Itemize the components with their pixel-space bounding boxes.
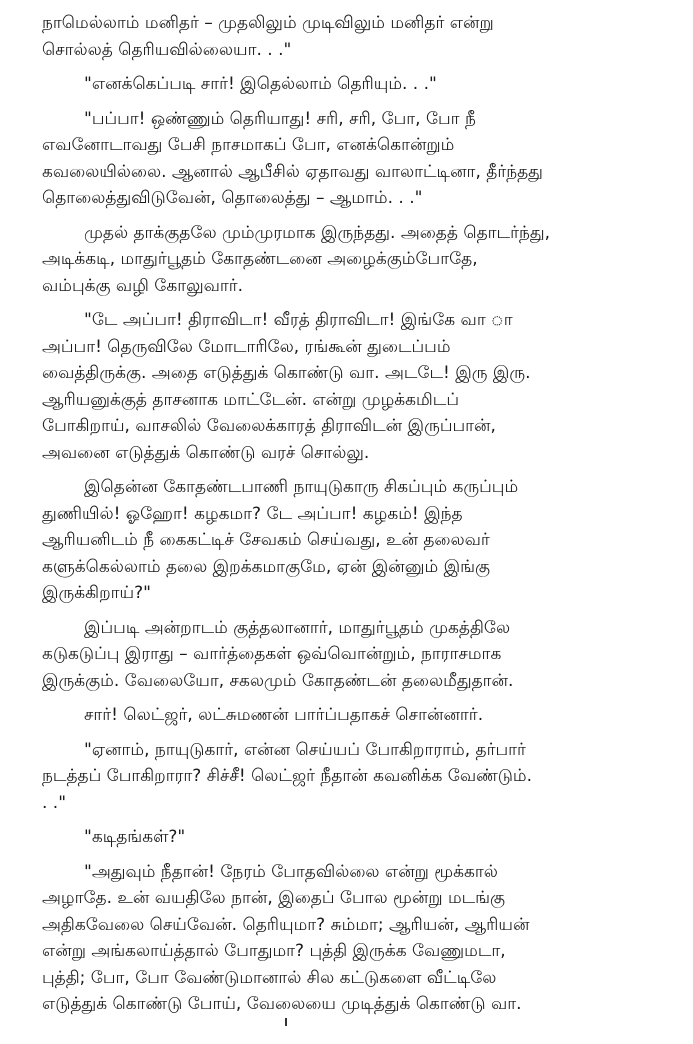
text-line: "கடிதங்கள்?" <box>84 827 186 847</box>
text-line: இப்படி அன்றாடம் குத்தலானார், மாதுர்பூதம் முகத்திலே <box>84 617 511 638</box>
text-line: களுக்கெல்லாம் தலை இறக்கமாகுமே, ஏன் இன்னும் இங்கு <box>42 556 491 577</box>
text-line: ஆரியனுக்குத் தாசனாக மாட்டேன். என்று முழக்கமிடப் <box>42 389 459 410</box>
paragraph <box>42 220 675 300</box>
text-line: "ஏனாம், நாயுடுகார், என்ன செய்யப் போகிறாராம், தர்பார் <box>84 739 526 760</box>
text-line: இருக்கும். வேலையோ, சகலமும் கோதண்டன் தலைமீதுதான். <box>42 670 514 691</box>
text-line: இதென்ன கோதண்டபாணி நாயுடுகாரு சிகப்பும் கருப்பும் <box>84 477 519 497</box>
text-line: வைத்திருக்கு. அதை எடுத்துக் கொண்டு வா. அடடே! இரு இரு. <box>42 363 531 383</box>
text-line: எவனோடாவது பேசி நாசமாகப் போ, எனக்கொன்றும் <box>42 135 455 155</box>
scan-mark <box>285 1018 287 1026</box>
paragraph <box>42 474 675 607</box>
text-line: வம்புக்கு வழி கோலுவார். <box>42 275 244 296</box>
text-line: கடுகடுப்பு இராது – வார்த்தைகள் ஒவ்வொன்றும், நாராசமாக <box>42 644 502 664</box>
text-line: முதல் தாக்குதலே மும்முரமாக இருந்தது. அதைத் தொடர்ந்து, <box>84 222 551 243</box>
paragraph <box>42 737 675 817</box>
text-line: அதிகவேலை செய்வேன். தெரியுமா? சும்மா; ஆரியன், ஆரியன் <box>42 914 530 935</box>
text-line: என்று அங்கலாய்த்தால் போதுமா? புத்தி இருக்க வேணுமடா, <box>42 941 506 961</box>
paragraph <box>42 71 675 98</box>
paragraph <box>42 615 675 695</box>
text-line: இருக்கிறாய்?" <box>42 583 151 603</box>
text-line: அவனை எடுத்துக் கொண்டு வரச் சொல்லு. <box>42 442 370 463</box>
text-line: கவலையில்லை. ஆனால் ஆபீசில் ஏதாவது வாலாட்டினா, தீர்ந்தது <box>42 161 543 182</box>
text-line: அப்பா! தெருவிலே மோடாரிலே, ரங்கூன் துடைப்பம் <box>42 336 451 357</box>
paragraph <box>42 859 675 1018</box>
text-line: நாமெல்லாம் மனிதர் – முதலிலும் முடிவிலும் மனிதர் என்று <box>42 13 494 33</box>
paragraph <box>42 307 675 466</box>
text-line: "அதுவும் நீதான்! நேரம் போதவில்லை என்று மூக்கால் <box>84 861 498 882</box>
paragraph <box>42 824 675 851</box>
text-line: அழாதே. உன் வயதிலே நான், இதைப் போல மூன்று மடங்கு <box>42 888 506 908</box>
text-line: நடத்தப் போகிறாரா? சிச்சீ! லெட்ஜர் நீதான் கவனிக்க வேண்டும். <box>42 766 533 786</box>
text-line: அடிக்கடி, மாதுர்பூதம் கோதண்டனை அழைக்கும்போதே, <box>42 249 478 269</box>
paragraph <box>42 106 675 212</box>
text-line: போகிறாய், வாசலில் வேலைக்காரத் திராவிடன் இருப்பான், <box>42 416 496 436</box>
text-line: புத்தி; போ, போ வேண்டுமானால் சில கட்டுகளை வீட்டிலே <box>42 967 497 988</box>
text-line: "பப்பா! ஒண்ணும் தெரியாது! சரி, சரி, போ, போ நீ <box>84 108 476 129</box>
paragraph <box>42 10 675 63</box>
text-line: எடுத்துக் கொண்டு போய், வேலையை முடித்துக் கொண்டு வா. <box>42 994 522 1014</box>
text-line: சார்! லெட்ஜர், லட்சுமணன் பார்ப்பதாகச் சொன்னார். <box>84 705 484 725</box>
paragraph <box>42 702 675 729</box>
text-line: சொல்லத் தெரியவில்லையா. . ." <box>42 39 292 60</box>
text-line: துணியில்! ஓஹோ! கழகமா? டே அப்பா! கழகம்! இந்த <box>42 503 463 524</box>
text-line: ஆரியனிடம் நீ கைகட்டிச் சேவகம் செய்வது, உன் தலைவர் <box>42 530 490 550</box>
text-line: . ." <box>42 792 67 813</box>
text-line: "டே அப்பா! திராவிடா! வீரத் திராவிடா! இங்கே வா ா <box>84 310 513 330</box>
text-line: "எனக்கெப்படி சார்! இதெல்லாம் தெரியும். . ." <box>84 74 437 94</box>
text-line: தொலைத்துவிடுவேன், தொலைத்து – ஆமாம். . ." <box>42 188 423 208</box>
